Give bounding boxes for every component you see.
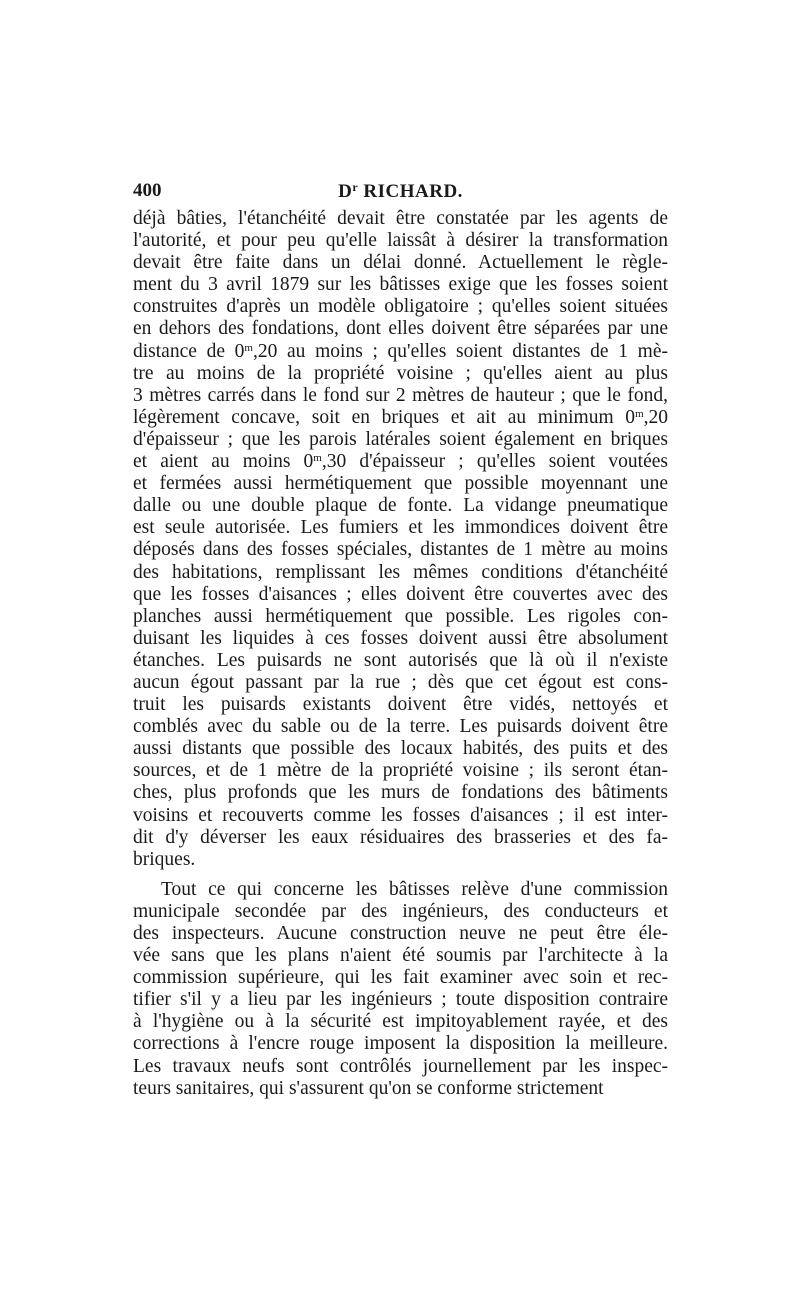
text-line	[133, 363, 668, 385]
text-line	[133, 495, 668, 517]
text-line	[133, 451, 668, 473]
text-segment: vée sans que les plans n'aient été soumis par l'architecte à la	[133, 945, 668, 967]
text-segment: comblés avec du sable ou de la terre. Les puisards doivent être	[133, 716, 668, 738]
paragraph-gap	[133, 871, 668, 879]
text-segment: truit les puisards existants doivent être vidés, nettoyés et	[133, 694, 668, 716]
text-segment: aussi distants que possible des locaux habités, des puits et des	[133, 738, 668, 760]
text-line	[133, 1011, 668, 1033]
text-line	[133, 901, 668, 923]
text-line	[133, 296, 668, 318]
text-line	[133, 517, 668, 539]
text-line	[133, 672, 668, 694]
text-segment: ,30 d'épaisseur ; qu'elles soient voutées	[321, 451, 668, 473]
text-segment: corrections à l'encre rouge imposent la disposition la meilleure.	[133, 1033, 668, 1055]
text-segment: déposés dans des fosses spéciales, distantes de 1 mètre au moins	[133, 539, 668, 561]
text-segment: dalle ou une double plaque de fonte. La vidange pneumatique	[133, 495, 668, 517]
text-segment: légèrement concave, soit en briques et ait au minimum 0	[133, 406, 636, 428]
text-segment: des inspecteurs. Aucune construction neuve ne peut être éle-	[133, 923, 668, 944]
author-name: RICHARD.	[363, 181, 463, 202]
text-line	[133, 208, 668, 230]
text-line	[133, 827, 668, 849]
text-segment: ment du 3 avril 1879 sur les bâtisses exige que les fosses soient	[133, 274, 668, 296]
text-segment: ,20	[643, 406, 668, 428]
text-line	[133, 385, 668, 407]
text-segment: Tout ce qui concerne les bâtisses relève d'une commission	[161, 878, 668, 900]
text-segment: dit d'y déverser les eaux résiduaires des brasseries et des fa-	[133, 826, 668, 848]
text-line	[133, 1056, 668, 1078]
text-line	[133, 606, 668, 628]
text-line	[133, 782, 668, 804]
text-segment: ,20 au moins ; qu'elles soient distantes de 1 mè-	[252, 340, 668, 362]
text-segment: et aient au moins 0	[133, 451, 314, 473]
text-line	[133, 473, 668, 495]
text-segment: en dehors des fondations, dont elles doivent être séparées par une	[133, 318, 668, 340]
page-header	[133, 180, 668, 206]
text-segment: l'autorité, et pour peu qu'elle laissât à désirer la transformation	[133, 230, 668, 252]
text-line	[133, 694, 668, 716]
text-line	[133, 945, 668, 967]
text-segment: construites d'après un modèle obligatoire ; qu'elles soient situées	[133, 296, 668, 318]
text-segment: et fermées aussi hermétiquement que possible moyennant une	[133, 473, 668, 495]
text-segment: planches aussi hermétiquement que possible. Les rigoles con-	[133, 605, 668, 627]
text-line	[133, 1078, 668, 1100]
text-line	[133, 230, 668, 252]
unit-superscript: m	[244, 341, 253, 354]
text-segment: que les fosses d'aisances ; elles doivent être couvertes avec des	[133, 583, 668, 605]
text-segment: 3 mètres carrés dans le fond sur 2 mètres de hauteur ; que le fond,	[133, 384, 668, 406]
text-line	[133, 584, 668, 606]
text-line	[133, 628, 668, 650]
text-segment: ches, plus profonds que les murs de fondations des bâtiments	[133, 782, 668, 804]
unit-superscript: m	[313, 452, 322, 465]
text-line	[133, 989, 668, 1011]
text-line	[133, 539, 668, 561]
text-line	[133, 923, 668, 945]
text-segment: Les travaux neufs sont contrôlés journellement par les inspec-	[133, 1055, 668, 1077]
text-line	[133, 805, 668, 827]
text-segment: déjà bâties, l'étanchéité devait être constatée par les agents de	[133, 208, 668, 229]
text-segment: tifier s'il y a lieu par les ingénieurs ; toute disposition contraire	[133, 989, 668, 1011]
text-segment: des habitations, remplissant les mêmes conditions d'étanchéité	[133, 561, 668, 583]
text-segment: est seule autorisée. Les fumiers et les immondices doivent être	[133, 517, 668, 539]
unit-superscript: m	[635, 407, 644, 420]
text-segment: d'épaisseur ; que les parois latérales soient également en briques	[133, 428, 668, 450]
text-segment: briques.	[133, 848, 196, 870]
text-line	[133, 716, 668, 738]
text-line	[133, 967, 668, 989]
text-line	[133, 879, 668, 901]
running-head	[133, 180, 668, 203]
text-segment: teurs sanitaires, qui s'assurent qu'on se conforme strictement	[133, 1077, 604, 1099]
text-segment: voisins et recouverts comme les fosses d'aisances ; il est inter-	[133, 804, 668, 826]
text-line	[133, 562, 668, 584]
text-line	[133, 407, 668, 429]
text-segment: aucun égout passant par la rue ; dès que cet égout est cons-	[133, 671, 668, 693]
text-segment: commission supérieure, qui les fait examiner avec soin et rec-	[133, 967, 668, 989]
text-segment: étanches. Les puisards ne sont autorisés que là où il n'existe	[133, 649, 668, 671]
text-line	[133, 252, 668, 274]
text-segment: devait être faite dans un délai donné. Actuellement le règle-	[133, 252, 668, 274]
text-segment: tre au moins de la propriété voisine ; qu'elles aient au plus	[133, 362, 668, 384]
text-segment: à l'hygiène ou à la sécurité est impitoyablement rayée, et des	[133, 1011, 668, 1033]
text-line	[133, 738, 668, 760]
text-segment: duisant les liquides à ces fosses doivent aussi être absolument	[133, 627, 668, 649]
body-text	[133, 208, 668, 1100]
author-prefix: D	[338, 181, 353, 202]
page-number: 400	[133, 180, 162, 201]
text-line	[133, 318, 668, 340]
text-line	[133, 1033, 668, 1055]
text-line	[133, 341, 668, 363]
text-line	[133, 274, 668, 296]
author-prefix-superscript: r	[352, 180, 359, 194]
text-line	[133, 760, 668, 782]
text-line	[133, 429, 668, 451]
text-line	[133, 650, 668, 672]
text-segment: municipale secondée par des ingénieurs, des conducteurs et	[133, 900, 668, 922]
text-line	[133, 849, 668, 871]
text-segment: sources, et de 1 mètre de la propriété voisine ; ils seront étan-	[133, 760, 668, 782]
text-segment: distance de 0	[133, 340, 245, 362]
